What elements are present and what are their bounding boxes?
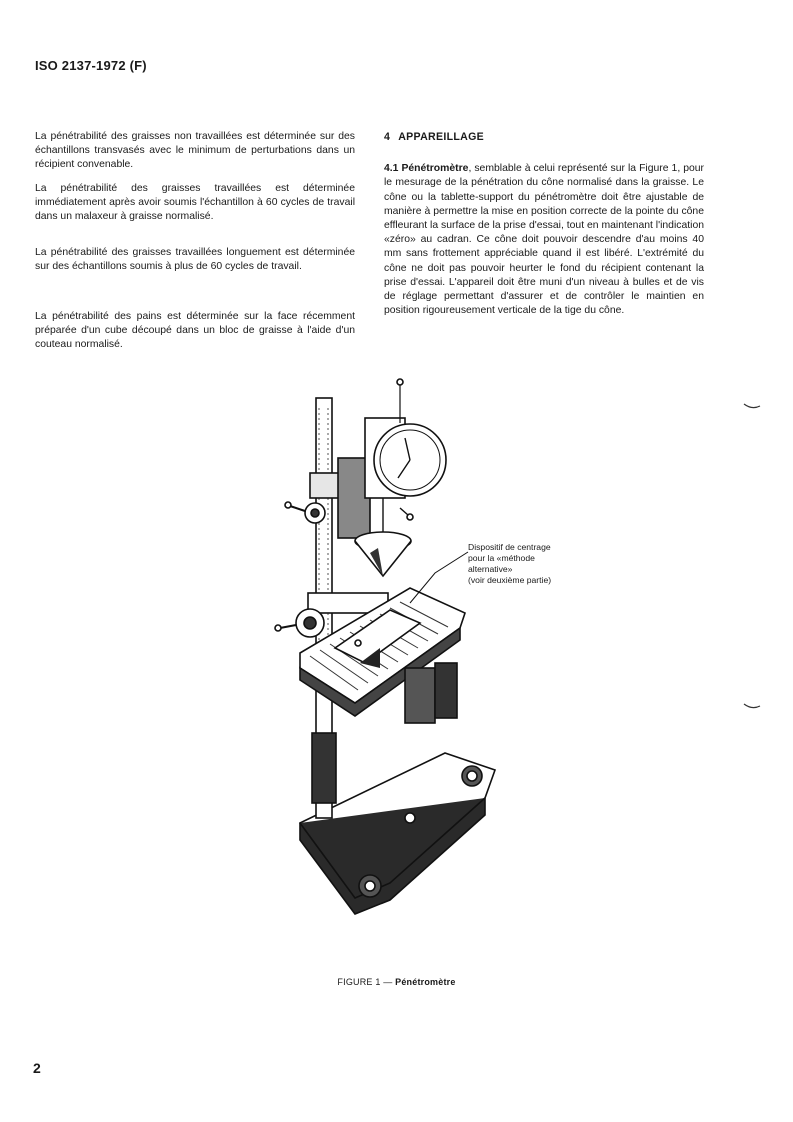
- subsection-term: Pénétromètre: [401, 163, 469, 175]
- subsection-number: 4.1: [384, 163, 399, 175]
- section-title: APPAREILLAGE: [398, 131, 485, 143]
- caption-prefix: FIGURE 1 —: [337, 977, 396, 987]
- section-heading: [384, 130, 704, 144]
- right-column: [384, 130, 704, 318]
- callout-line: alternative»: [468, 564, 513, 574]
- figure-callout: [468, 542, 608, 586]
- paragraph-block-grease: La pénétrabilité des pains est déterminée sur la face récemment préparée d'un cube découpé dans un bloc de graisse à l'aide d'un couteau normalisé.: [35, 311, 355, 351]
- subsection-paragraph: [384, 162, 704, 318]
- page-number: 2: [33, 1060, 41, 1076]
- paragraph-worked-grease: La pénétrabilité des graisses travaillées est déterminée immédiatement après avoir soumis l'échantillon à 60 cycles de travail dans un malaxeur à graisse normalisé.: [35, 183, 355, 223]
- paragraph-prolonged-worked-grease: La pénétrabilité des graisses travaillées longuement est déterminée sur des échantillons soumis à plus de 60 cycles de travail.: [35, 247, 355, 273]
- callout-line: Dispositif de centrage: [468, 542, 551, 552]
- callout-line: pour la «méthode: [468, 553, 535, 563]
- penetrometer-drawing: [260, 378, 580, 918]
- penetrometer-figure: [260, 378, 580, 918]
- figure-caption: [0, 977, 793, 987]
- paragraph-unworked-grease: La pénétrabilité des graisses non travaillées est déterminée sur des échantillons transvasés avec le minimum de perturbations dans un récipient convenable.: [35, 131, 355, 171]
- margin-mark: [742, 400, 762, 412]
- section-number: 4: [384, 131, 391, 143]
- document-header: ISO 2137-1972 (F): [35, 58, 147, 73]
- callout-line: (voir deuxième partie): [468, 575, 552, 585]
- caption-title: Pénétromètre: [395, 977, 456, 987]
- subsection-body: , semblable à celui représenté sur la Figure 1, pour le mesurage de la pénétration du cône normalisé dans la graisse. Le cône ou la tablette-support du pénétromètre doit être ajustable de manière à permettre la mise en position correcte de la pointe du cône effleurant la surface de la prise d'essai, tout en maintenant l'indication «zéro» au cadran. Ce cône doit pouvoir descendre d'au moins 40 mm sans frottement appréciable quand il est libéré. L'extrémité du cône ne doit pas pouvoir heurter le fond du récipient contenant la prise d'essai. L'appareil doit être muni d'un niveau à bulles et de vis de réglage permettant d'assurer et de contrôler le maintien en position rigoureusement verticale de la tige du cône.: [384, 163, 704, 317]
- margin-mark: [742, 700, 762, 712]
